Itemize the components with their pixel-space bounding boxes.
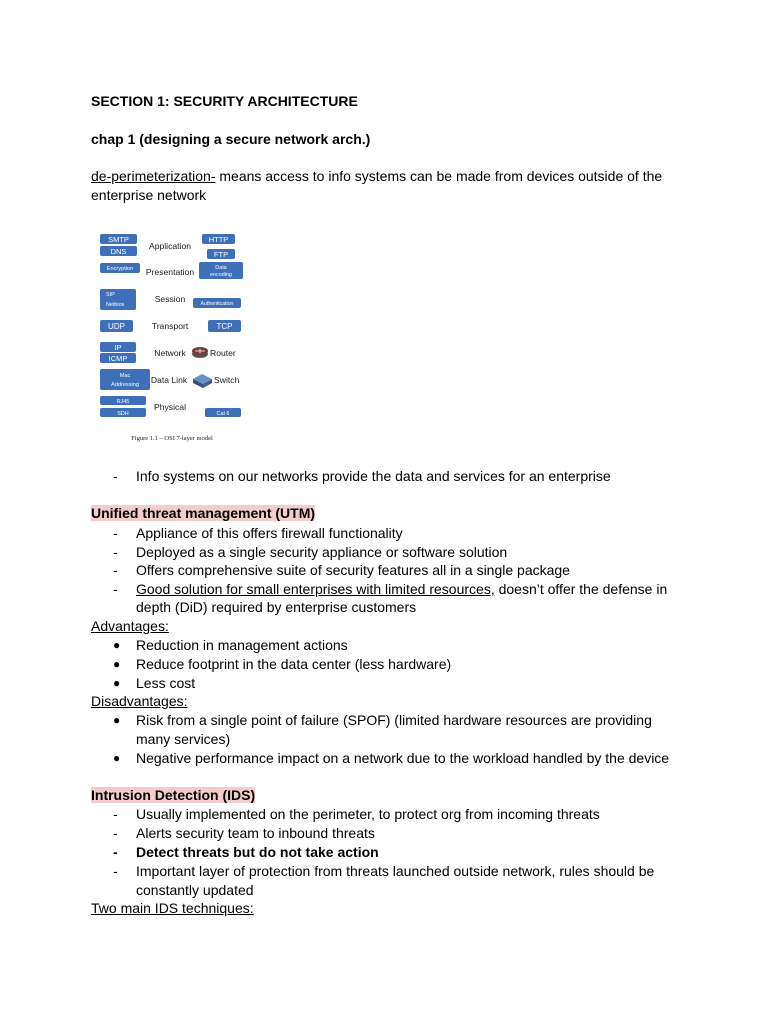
router-label: Router <box>210 348 236 358</box>
bullet-dash: - <box>113 468 118 484</box>
ids-heading <box>91 786 255 804</box>
switch-label: Switch <box>214 375 240 385</box>
bullet-dash: - <box>113 806 118 822</box>
ids-heading-text: Intrusion Detection (IDS) <box>91 787 256 803</box>
ids-bullet-4-line2: constantly updated <box>136 882 254 898</box>
layer-physical: Physical <box>154 402 186 412</box>
tcp-label: TCP <box>216 322 233 331</box>
bullet-dash: - <box>113 581 118 597</box>
osi-model-diagram <box>92 226 252 444</box>
bullet-dash: - <box>113 825 118 841</box>
ftp-label: FTP <box>213 250 229 259</box>
deperimeterization-term: de-perimeterization- <box>91 168 216 184</box>
bullet-dot: ● <box>113 638 121 652</box>
utm-bullet-4-line2: depth (DiD) required by enterprise customers <box>136 599 417 615</box>
utm-heading-text: Unified threat management (UTM) <box>91 505 316 521</box>
ids-bullet-4: Important layer of protection from threats launched outside network, rules should be <box>136 863 655 879</box>
router-icon <box>192 347 208 358</box>
advantage-item: Reduce footprint in the data center (less hardware) <box>136 656 452 672</box>
bullet-dash: - <box>113 525 118 541</box>
utm-heading <box>91 504 315 522</box>
data-encoding-label-1: Data <box>215 265 227 271</box>
ids-bullet-2: Alerts security team to inbound threats <box>136 825 375 841</box>
ip-label: IP <box>114 343 122 352</box>
ids-bullet-3: Detect threats but do not take action <box>136 844 379 860</box>
bullet-dot: ● <box>113 657 121 671</box>
advantage-item: Less cost <box>136 675 196 691</box>
icmp-label: ICMP <box>108 354 128 363</box>
info-systems-bullet: Info systems on our networks provide the data and services for an enterprise <box>136 468 611 484</box>
dns-label: DNS <box>110 247 127 256</box>
utm-bullet-2: Deployed as a single security appliance or software solution <box>136 544 508 560</box>
utm-bullet-4 <box>136 580 676 599</box>
deperimeterization-text: means access to info systems can be made from devices outside of the <box>215 168 663 184</box>
mac-label: Mac <box>119 373 131 379</box>
section-title: SECTION 1: SECURITY ARCHITECTURE <box>91 93 358 109</box>
disadvantages-label: Disadvantages: <box>91 693 188 709</box>
advantage-item: Reduction in management actions <box>136 637 348 653</box>
bullet-dot: ● <box>113 713 121 727</box>
utm-bullet-3: Offers comprehensive suite of security features all in a single package <box>136 562 570 578</box>
addressing-label: Addressing <box>111 382 139 388</box>
layer-network: Network <box>154 348 186 358</box>
layer-data-link: Data Link <box>150 375 188 385</box>
udp-label: UDP <box>108 322 125 331</box>
deperimeterization-text-line2: enterprise network <box>91 187 207 203</box>
bullet-dash: - <box>113 844 118 860</box>
disadvantage-item-1-line2: many services) <box>136 731 231 747</box>
utm-bullet-1: Appliance of this offers firewall functionality <box>136 525 403 541</box>
utm-bullet-4-rest: doesn’t offer the defense in <box>494 581 668 597</box>
rj45-label: RJ45 <box>116 399 130 405</box>
layer-application: Application <box>148 241 192 251</box>
osi-model-figure <box>92 226 252 444</box>
disadvantage-item-1: Risk from a single point of failure (SPOF) (limited hardware resources are providing <box>136 712 652 728</box>
layer-presentation: Presentation <box>145 267 195 277</box>
bullet-dash: - <box>113 863 118 879</box>
sdh-label: SDH <box>117 411 129 417</box>
ids-techniques-label: Two main IDS techniques: <box>91 900 254 916</box>
netbios-label: Netbios <box>106 302 125 308</box>
sip-label: SIP <box>106 292 115 298</box>
figure-caption: Figure 1.1 – OSI 7-layer model <box>131 435 213 442</box>
chapter-title: chap 1 (designing a secure network arch.) <box>91 131 371 147</box>
bullet-dot: ● <box>113 751 121 765</box>
advantages-label: Advantages: <box>91 618 169 634</box>
bullet-dash: - <box>113 562 118 578</box>
utm-bullet-4-underlined: Good solution for small enterprises with limited resources, <box>136 581 495 597</box>
authentication-label: Authentication <box>200 301 234 307</box>
data-encoding-label-2: encoding <box>210 272 232 278</box>
encryption-label: Encryption <box>106 266 134 272</box>
deperimeterization-definition <box>91 167 662 185</box>
ids-bullet-1: Usually implemented on the perimeter, to protect org from incoming threats <box>136 806 600 822</box>
bullet-dot: ● <box>113 676 121 690</box>
layer-session: Session <box>154 294 186 304</box>
http-label: HTTP <box>208 235 229 244</box>
layer-transport: Transport <box>151 321 189 331</box>
smtp-label: SMTP <box>108 235 129 244</box>
disadvantage-item-2: Negative performance impact on a network due to the workload handled by the device <box>136 750 670 766</box>
bullet-dash: - <box>113 544 118 560</box>
cat6-label: Cat 6 <box>216 411 230 417</box>
